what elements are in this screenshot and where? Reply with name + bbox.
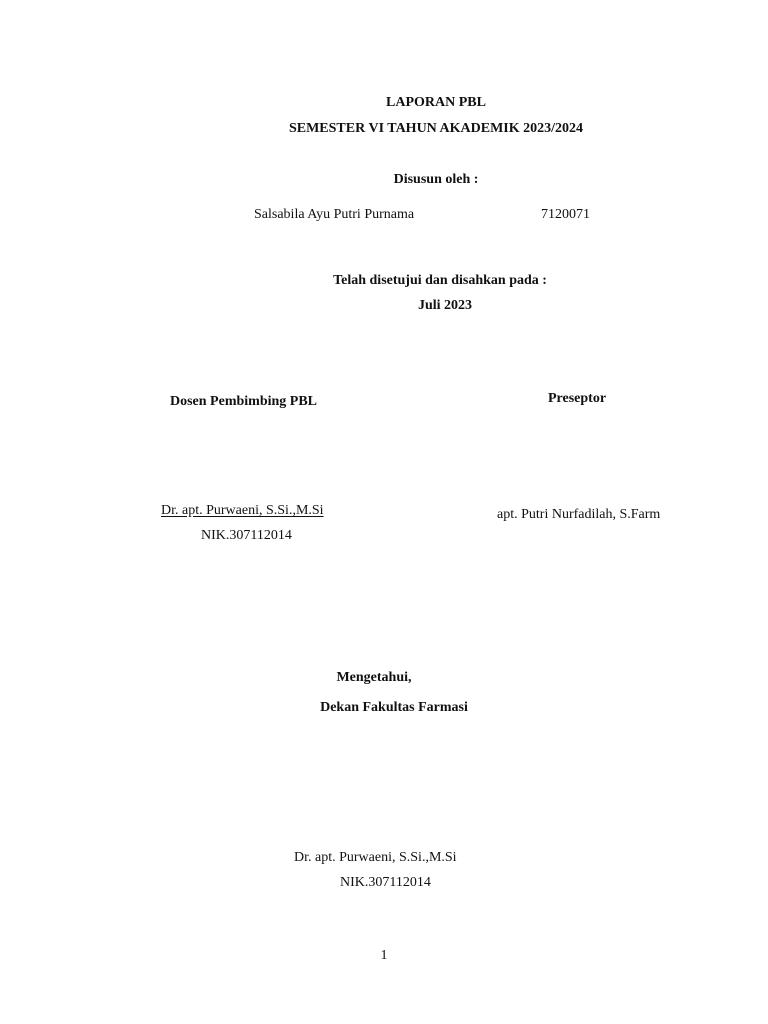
dean-name: Dr. apt. Purwaeni, S.Si.,M.Si bbox=[294, 850, 457, 865]
student-id: 7120071 bbox=[541, 207, 590, 222]
supervisor-name: Dr. apt. Purwaeni, S.Si.,M.Si bbox=[161, 503, 324, 518]
dean-nik: NIK.307112014 bbox=[340, 875, 431, 890]
supervisor-role: Dosen Pembimbing PBL bbox=[170, 394, 318, 409]
preceptor-role: Preseptor bbox=[548, 391, 607, 406]
supervisor-nik: NIK.307112014 bbox=[201, 528, 292, 543]
author-label: Disusun oleh : bbox=[393, 172, 479, 187]
acknowledgement-label: Mengetahui, bbox=[336, 670, 412, 685]
approval-date: Juli 2023 bbox=[417, 298, 473, 313]
report-title: LAPORAN PBL bbox=[386, 95, 486, 110]
report-subtitle: SEMESTER VI TAHUN AKADEMIK 2023/2024 bbox=[288, 121, 584, 136]
author-name: Salsabila Ayu Putri Purnama bbox=[254, 207, 415, 222]
preceptor-name: apt. Putri Nurfadilah, S.Farm bbox=[497, 507, 661, 522]
dean-position: Dekan Fakultas Farmasi bbox=[320, 700, 468, 715]
approval-label: Telah disetujui dan disahkan pada : bbox=[333, 273, 547, 288]
page-number: 1 bbox=[380, 948, 388, 963]
